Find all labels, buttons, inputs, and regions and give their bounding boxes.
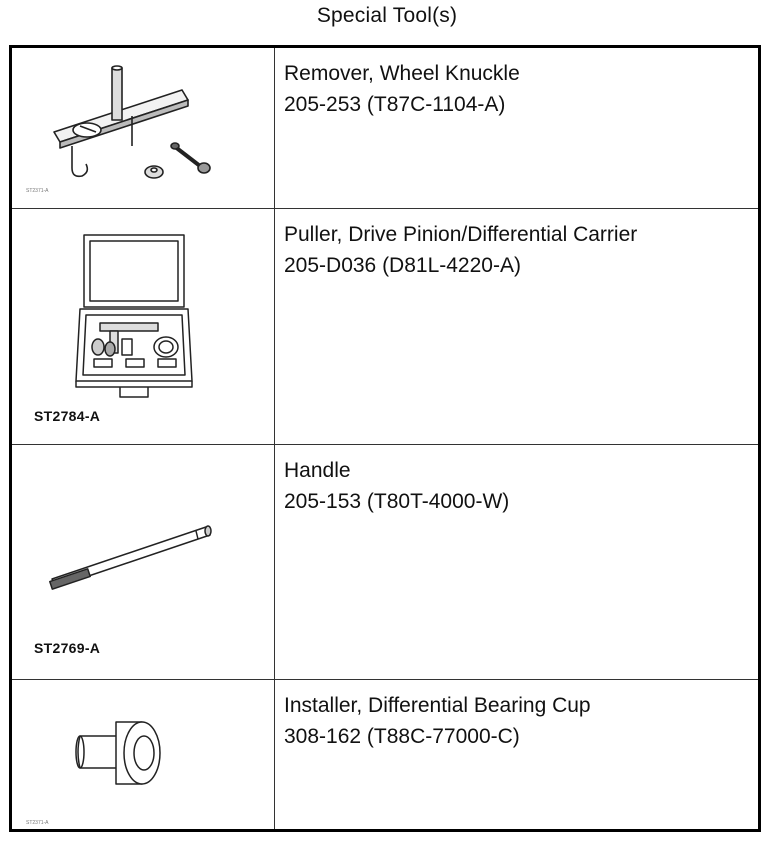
tool-description: [284, 58, 520, 120]
handle-rod-icon: [46, 521, 216, 593]
tool-image-cell: [12, 209, 275, 444]
tool-name: Handle: [284, 459, 351, 482]
table-row: [12, 679, 758, 829]
tool-image-cell: [12, 48, 275, 208]
figure-code: ST2784-A: [34, 408, 101, 424]
tool-number: 205-D036 (D81L-4220-A): [284, 254, 521, 277]
tool-name: Installer, Differential Bearing Cup: [284, 694, 591, 717]
tool-image-cell: [12, 680, 275, 829]
tool-number: 205-253 (T87C-1104-A): [284, 93, 506, 116]
figure-code: ST2371-A: [26, 820, 49, 826]
tool-description: [284, 690, 591, 752]
tool-name: Puller, Drive Pinion/Differential Carrier: [284, 223, 638, 246]
puller-kit-case-icon: [70, 231, 200, 403]
table-row: [12, 208, 758, 444]
wheel-knuckle-remover-icon: [42, 60, 222, 185]
table-row: [12, 444, 758, 679]
bearing-cup-installer-icon: [72, 714, 168, 790]
table-row: [12, 48, 758, 208]
tool-number: 205-153 (T80T-4000-W): [284, 490, 510, 513]
page-title: Special Tool(s): [316, 4, 458, 27]
special-tools-table: [9, 45, 761, 832]
tool-name: Remover, Wheel Knuckle: [284, 62, 520, 85]
figure-code: ST2371-A: [26, 188, 49, 194]
tool-description: [284, 455, 509, 517]
tool-description: [284, 219, 637, 281]
tool-number: 308-162 (T88C-77000-C): [284, 725, 520, 748]
tool-image-cell: [12, 445, 275, 679]
figure-code: ST2769-A: [34, 640, 101, 656]
